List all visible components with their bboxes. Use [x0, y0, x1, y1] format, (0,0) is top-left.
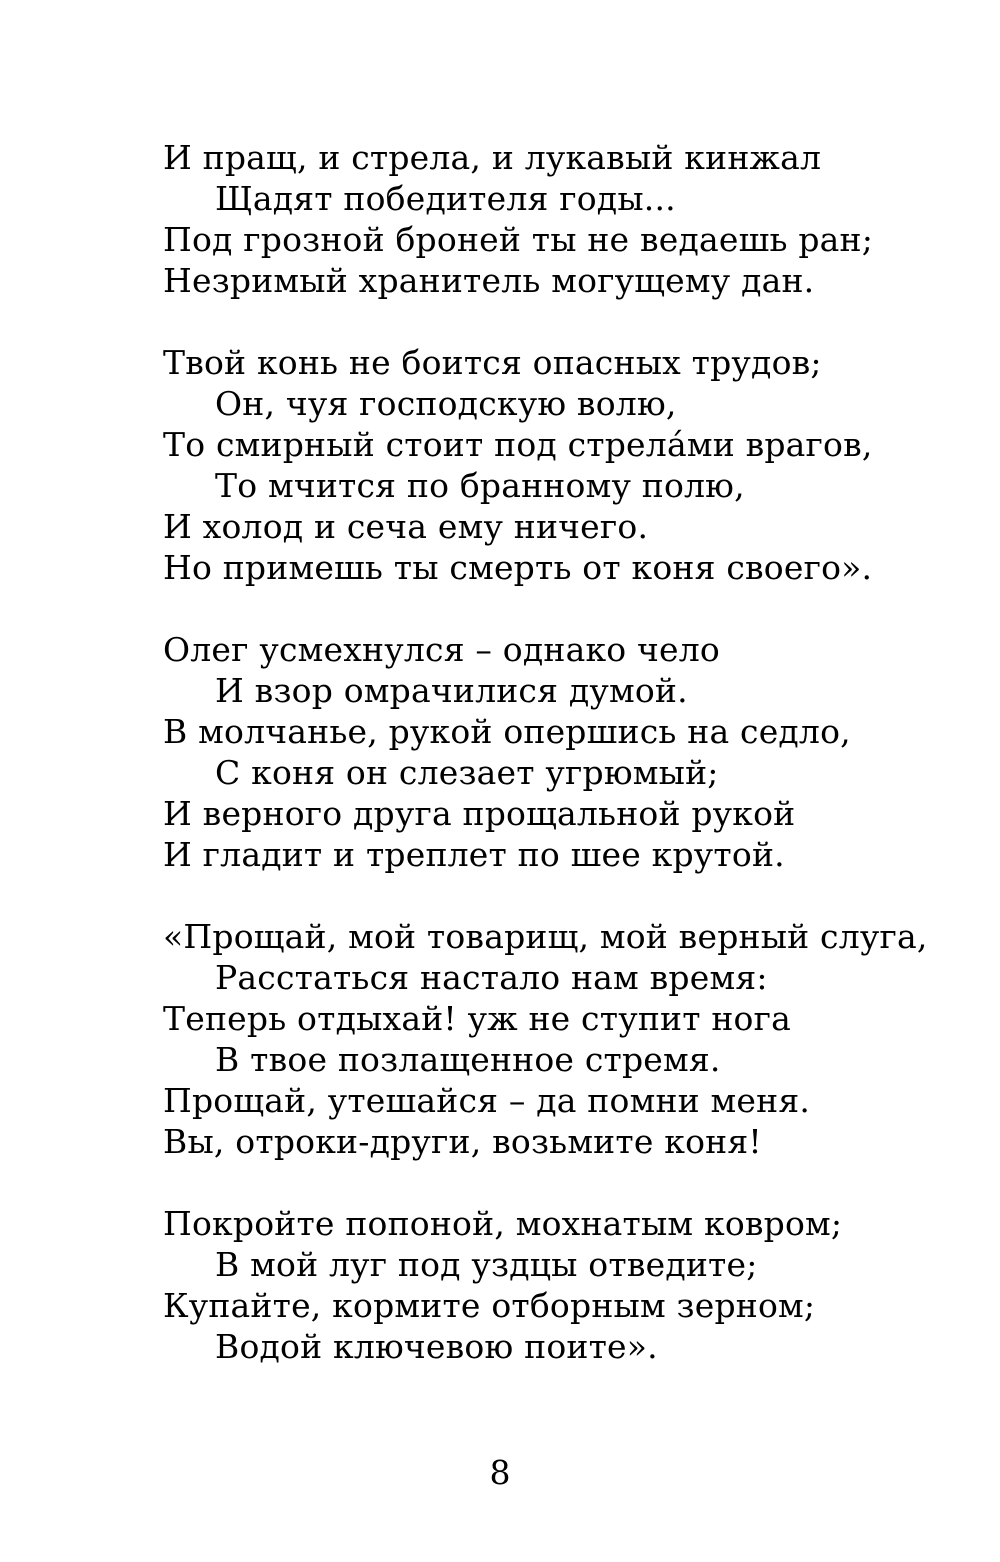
stanza-3 — [163, 629, 963, 875]
poem-line: Расстаться настало нам время: — [215, 958, 768, 997]
poem-line: Он, чуя господскую волю, — [215, 384, 677, 423]
poem-line: Щадят победителя годы... — [215, 179, 676, 218]
poem-line: И верного друга прощальной рукой — [163, 794, 796, 833]
poem-line: В мой луг под уздцы отведите; — [215, 1245, 758, 1284]
poem-line: Покройте попоной, мохнатым ковром; — [163, 1204, 843, 1243]
poem-line: Теперь отдыхай! уж не ступит нога — [163, 999, 791, 1038]
poem-line: «Прощай, мой товарищ, мой верный слуга, — [163, 917, 928, 956]
stanza-5 — [163, 1203, 963, 1367]
poem-line: Олег усмехнулся – однако чело — [163, 630, 721, 669]
poem-line: В твое позлащенное стремя. — [215, 1040, 721, 1079]
poem-line: Купайте, кормите отборным зерном; — [163, 1286, 816, 1325]
poem-line: И гладит и треплет по шее крутой. — [163, 835, 785, 874]
poem-line: И взор омрачилися думой. — [215, 671, 688, 710]
poem-line: Незримый хранитель могущему дан. — [163, 261, 815, 300]
poem-line: Водой ключевою поите». — [215, 1327, 658, 1366]
poem-line: И пращ, и стрела, и лукавый кинжал — [163, 138, 822, 177]
poem-line: Прощай, утешайся – да помни меня. — [163, 1081, 811, 1120]
poem-line: То смирный стоит под стрелáми врагов, — [163, 425, 873, 464]
page-number: 8 — [489, 1453, 511, 1492]
poem-line: Под грозной броней ты не ведаешь ран; — [163, 220, 874, 259]
poem-line: Твой конь не боится опасных трудов; — [163, 343, 822, 382]
poem-line: И холод и сеча ему ничего. — [163, 507, 649, 546]
poem-line: Но примешь ты смерть от коня своего». — [163, 548, 873, 587]
stanza-1 — [163, 137, 963, 301]
poem-line: Вы, отроки-други, возьмите коня! — [163, 1122, 762, 1161]
poem-line: То мчится по бранному полю, — [215, 466, 745, 505]
poem-body — [163, 137, 963, 1408]
stanza-2 — [163, 342, 963, 588]
poem-line: В молчанье, рукой опершись на седло, — [163, 712, 851, 751]
stanza-4 — [163, 916, 963, 1162]
poem-line: С коня он слезает угрюмый; — [215, 753, 719, 792]
